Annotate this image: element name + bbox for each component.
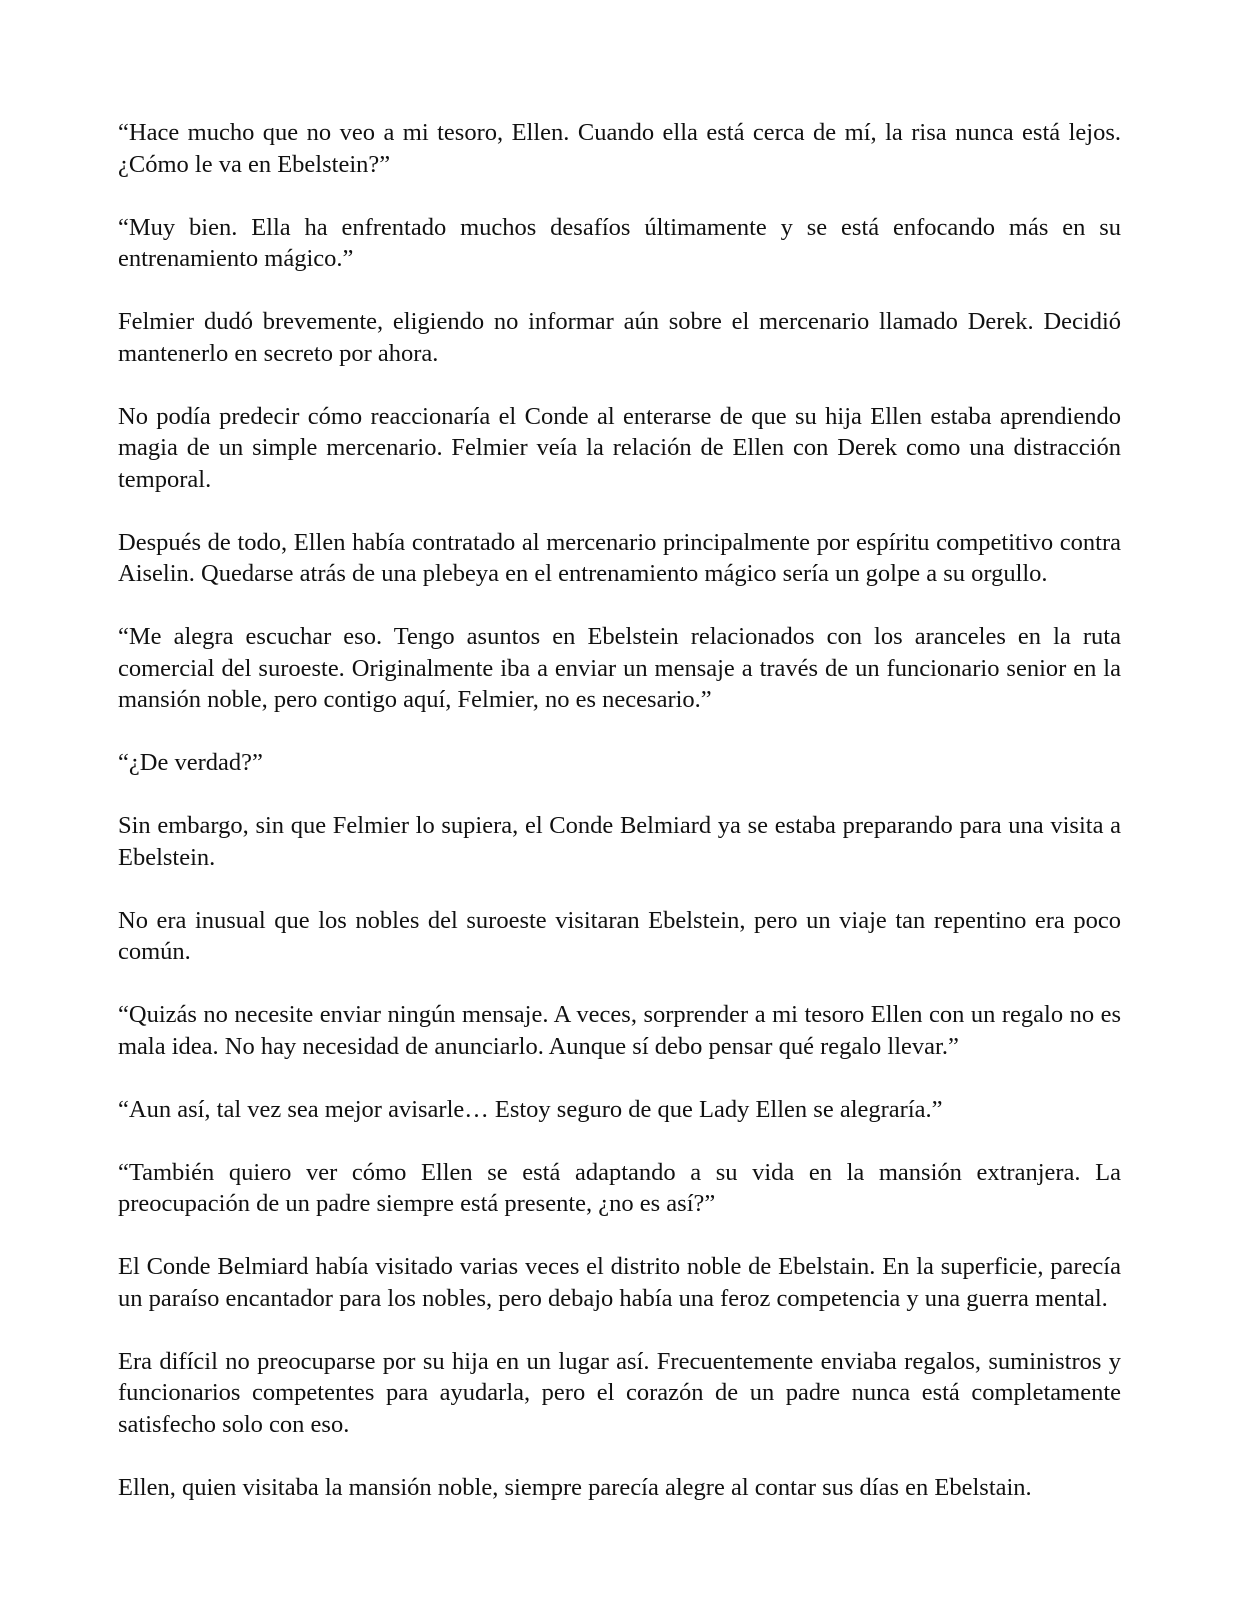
paragraph-12: “También quiero ver cómo Ellen se está adaptando a su vida en la mansión extranjera. La preocupación de un padre siempre está presente, ¿no es así?” (118, 1158, 1121, 1217)
paragraph-3: Felmier dudó brevemente, eligiendo no informar aún sobre el mercenario llamado Derek. Decidió mantenerlo en secreto por ahora. (118, 308, 1121, 367)
paragraph-14: Era difícil no preocuparse por su hija en un lugar así. Frecuentemente enviaba regalos, suministros y funcionarios competentes para ayudarla, pero el corazón de un padre nunca está completamente satisfecho solo con eso. (118, 1347, 1121, 1438)
document-body (118, 117, 1121, 1503)
paragraph-4: No podía predecir cómo reaccionaría el Conde al enterarse de que su hija Ellen estaba aprendiendo magia de un simple mercenario. Felmier veía la relación de Ellen con Derek como una distracción temporal. (118, 402, 1121, 493)
paragraph-9: No era inusual que los nobles del suroeste visitaran Ebelstein, pero un viaje tan repentino era poco común. (118, 906, 1121, 965)
paragraph-7: “¿De verdad?” (118, 749, 263, 776)
paragraph-2: “Muy bien. Ella ha enfrentado muchos desafíos últimamente y se está enfocando más en su entrenamiento mágico.” (118, 213, 1121, 272)
paragraph-6: “Me alegra escuchar eso. Tengo asuntos en Ebelstein relacionados con los aranceles en la ruta comercial del suroeste. Originalmente iba a enviar un mensaje a través de un funcionario senior en la mansión noble, pero contigo aquí, Felmier, no es necesario.” (118, 623, 1121, 713)
paragraph-10: “Quizás no necesite enviar ningún mensaje. A veces, sorprender a mi tesoro Ellen con un regalo no es mala idea. No hay necesidad de anunciarlo. Aunque sí debo pensar qué regalo llevar.” (118, 1001, 1121, 1060)
paragraph-8: Sin embargo, sin que Felmier lo supiera, el Conde Belmiard ya se estaba preparando para una visita a Ebelstein. (118, 812, 1121, 871)
paragraph-13: El Conde Belmiard había visitado varias veces el distrito noble de Ebelstain. En la superficie, parecía un paraíso encantador para los nobles, pero debajo había una feroz competencia y una guerra mental. (118, 1253, 1121, 1312)
paragraph-15: Ellen, quien visitaba la mansión noble, siempre parecía alegre al contar sus días en Ebelstain. (118, 1473, 1032, 1501)
paragraph-5: Después de todo, Ellen había contratado al mercenario principalmente por espíritu competitivo contra Aiselin. Quedarse atrás de una plebeya en el entrenamiento mágico sería un golpe a su orgullo. (118, 528, 1121, 587)
paragraph-1: “Hace mucho que no veo a mi tesoro, Ellen. Cuando ella está cerca de mí, la risa nunca está lejos. ¿Cómo le va en Ebelstein?” (118, 119, 1121, 178)
paragraph-11: “Aun así, tal vez sea mejor avisarle… Estoy seguro de que Lady Ellen se alegraría.” (118, 1095, 943, 1123)
